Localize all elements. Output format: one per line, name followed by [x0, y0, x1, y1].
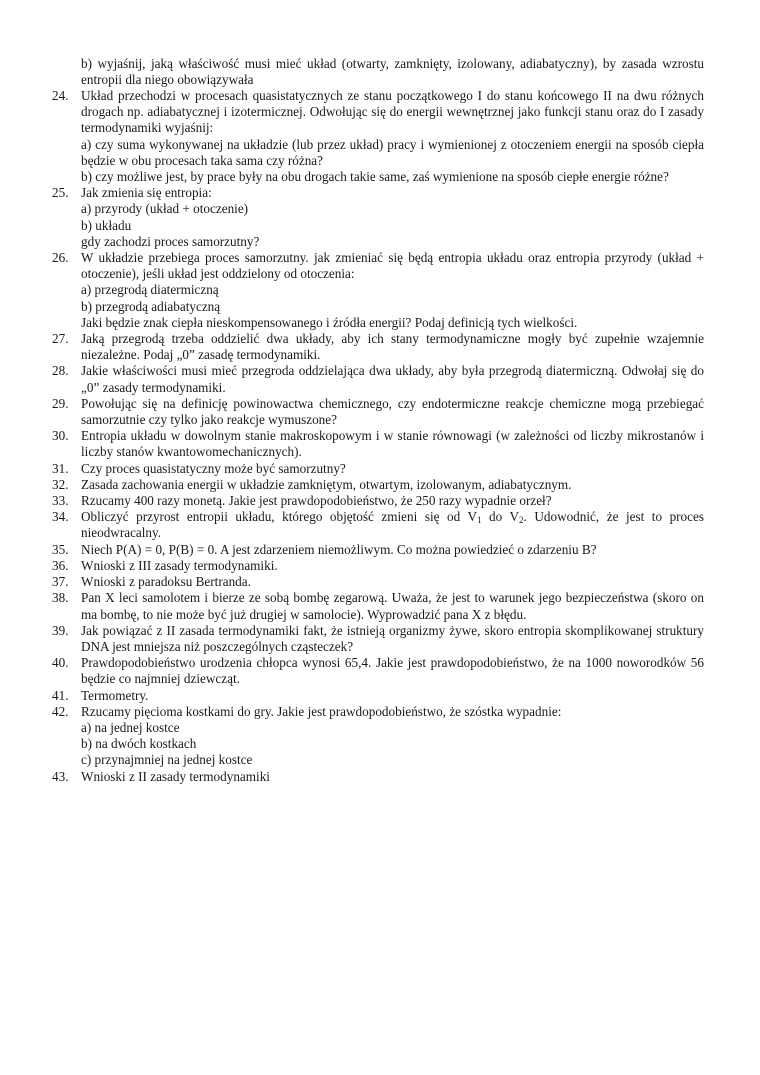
question-line — [81, 509, 704, 541]
question-body — [81, 509, 704, 541]
question-line: a) przegrodą diatermiczną — [81, 282, 219, 298]
question-line: b) na dwóch kostkach — [81, 736, 197, 752]
question-item — [0, 542, 760, 558]
question-item — [0, 688, 760, 704]
question-body — [81, 574, 704, 590]
question-line: Wnioski z II zasady termodynamiki — [81, 768, 270, 784]
question-item — [0, 769, 760, 785]
question-text-part: . Udowodnić, że jest to proces nieodwracalny. — [81, 509, 704, 541]
question-number: 42. — [52, 703, 69, 719]
question-line: a) przyrody (układ + otoczenie) — [81, 201, 249, 217]
question-body — [81, 461, 704, 477]
question-body — [81, 769, 704, 785]
question-item — [0, 493, 760, 509]
question-line: Zasada zachowania energii w układzie zamkniętym, otwartym, izolowanym, adiabatycznym. — [81, 476, 572, 492]
question-number: 38. — [52, 590, 69, 606]
question-line: Rzucamy pięcioma kostkami do gry. Jakie jest prawdopodobieństwo, że szóstka wypadnie: — [81, 703, 562, 719]
subscript: 1 — [477, 515, 482, 526]
question-line: Entropia układu w dowolnym stanie makroskopowym i w stanie równowagi (w zależności od liczby mikrostanów i liczby stanów kwantowomechanicznych). — [81, 428, 704, 460]
question-body — [81, 623, 704, 655]
question-number: 31. — [52, 460, 69, 476]
question-item — [0, 590, 760, 622]
question-item — [0, 331, 760, 363]
question-line: a) czy suma wykonywanej na układzie (lub przez układ) pracy i wymienionej z otoczeniem energii na sposób ciepła będzie w obu procesach taka sama czy różna? — [81, 136, 704, 168]
question-line: b) przegrodą adiabatyczną — [81, 298, 221, 314]
question-body — [81, 185, 704, 250]
question-body — [81, 704, 704, 769]
question-number: 43. — [52, 768, 69, 784]
question-body — [81, 493, 704, 509]
question-number: 25. — [52, 185, 69, 201]
question-body — [81, 331, 704, 363]
question-line: Termometry. — [81, 687, 149, 703]
question-line: Wnioski z III zasady termodynamiki. — [81, 557, 278, 573]
question-body — [81, 558, 704, 574]
question-number: 26. — [52, 250, 69, 266]
question-line: a) na jednej kostce — [81, 719, 180, 735]
question-item — [0, 363, 760, 395]
question-line: Niech P(A) = 0, P(B) = 0. A jest zdarzeniem niemożliwym. Co można powiedzieć o zdarzeniu B? — [81, 541, 597, 557]
question-body — [81, 396, 704, 428]
question-item — [0, 396, 760, 428]
question-item — [0, 461, 760, 477]
question-line: Pan X leci samolotem i bierze ze sobą bombę zegarową. Uważa, że jest to warunek jego bezpieczeństwa (skoro on ma bombę, to nie może być już drugiej w samolocie). Wyprowadzić pana X z błędu. — [81, 590, 704, 622]
question-number: 40. — [52, 655, 69, 671]
question-body — [81, 688, 704, 704]
question-list — [0, 88, 760, 785]
question-number: 35. — [52, 541, 69, 557]
question-number: 34. — [52, 509, 69, 525]
question-item — [0, 704, 760, 769]
question-number: 41. — [52, 687, 69, 703]
question-item — [0, 623, 760, 655]
question-item — [0, 477, 760, 493]
question-item — [0, 558, 760, 574]
question-body — [81, 655, 704, 687]
question-text-part: do V — [481, 509, 520, 525]
continuation-text: b) wyjaśnij, jaką właściwość musi mieć układ (otwarty, zamknięty, izolowany, adiabatyczny), by zasada wzrostu entropii dla niego obowiązywała — [81, 56, 704, 88]
question-body — [81, 363, 704, 395]
question-item — [0, 428, 760, 460]
question-number: 24. — [52, 88, 69, 103]
question-body — [81, 477, 704, 493]
question-body — [81, 250, 704, 331]
question-item — [0, 574, 760, 590]
question-body — [81, 428, 704, 460]
question-line: b) czy możliwe jest, by prace były na obu drogach takie same, zaś wymienione na sposób ciepłe energie różne? — [81, 169, 669, 185]
question-line: Jakie właściwości musi mieć przegroda oddzielająca dwa układy, aby była przegrodą diatermiczną. Odwołaj się do „0” zasady termodynamiki. — [81, 363, 704, 395]
question-item — [0, 185, 760, 250]
question-line: c) przynajmniej na jednej kostce — [81, 752, 253, 768]
question-number: 30. — [52, 428, 69, 444]
question-line: Wnioski z paradoksu Bertranda. — [81, 574, 251, 590]
question-line: Jaką przegrodą trzeba oddzielić dwa układy, aby ich stany termodynamiczne mogły być zupełnie wzajemnie niezależne. Podaj „0” zasadę termodynamiki. — [81, 331, 704, 363]
question-number: 27. — [52, 331, 69, 347]
question-number: 33. — [52, 493, 69, 509]
question-line: b) układu — [81, 217, 132, 233]
question-body — [81, 542, 704, 558]
subscript: 2 — [519, 515, 524, 526]
question-number: 29. — [52, 395, 69, 411]
question-line: Jak powiązać z II zasada termodynamiki fakt, że istnieją organizmy żywe, skoro entropia skomplikowanej struktury DNA jest mniejsza niż poszczególnych cząsteczek? — [81, 622, 704, 654]
question-line: Prawdopodobieństwo urodzenia chłopca wynosi 65,4. Jakie jest prawdopodobieństwo, że na 1000 noworodków 56 będzie co najmniej dziewcząt. — [81, 655, 704, 687]
question-line: gdy zachodzi proces samorzutny? — [81, 233, 260, 249]
question-number: 39. — [52, 622, 69, 638]
question-item — [0, 250, 760, 331]
question-number: 28. — [52, 363, 69, 379]
question-text-part: Obliczyć przyrost entropii układu, którego objętość zmieni się od V — [81, 509, 477, 525]
question-line: Czy proces quasistatyczny może być samorzutny? — [81, 460, 346, 476]
question-number: 36. — [52, 557, 69, 573]
question-body — [81, 590, 704, 622]
question-line: Rzucamy 400 razy monetą. Jakie jest prawdopodobieństwo, że 250 razy wypadnie orzeł? — [81, 493, 552, 509]
question-line: Jaki będzie znak ciepła nieskompensowanego i źródła energii? Podaj definicją tych wielkości. — [81, 314, 578, 330]
question-line: W układzie przebiega proces samorzutny. jak zmieniać się będą entropia układu oraz entropia przyrody (układ + otoczenie), jeśli układ jest oddzielony od otoczenia: — [81, 250, 704, 282]
question-line: Układ przechodzi w procesach quasistatycznych ze stanu początkowego I do stanu końcowego II na dwu różnych drogach np. adiabatycznej i izotermicznej. Odwołując się do energii wewnętrznej jako funkcji stanu oraz do I zasady termodynamiki wyjaśnij: — [81, 88, 704, 136]
question-number: 32. — [52, 476, 69, 492]
question-body — [81, 88, 704, 185]
question-item — [0, 88, 760, 185]
question-number: 37. — [52, 574, 69, 590]
question-item — [0, 509, 760, 541]
question-item — [0, 655, 760, 687]
question-line: Powołując się na definicję powinowactwa chemicznego, czy endotermiczne reakcje chemiczne mogą przebiegać samorzutnie czy tylko jako reakcje wymuszone? — [81, 395, 704, 428]
question-line: Jak zmienia się entropia: — [81, 185, 212, 201]
